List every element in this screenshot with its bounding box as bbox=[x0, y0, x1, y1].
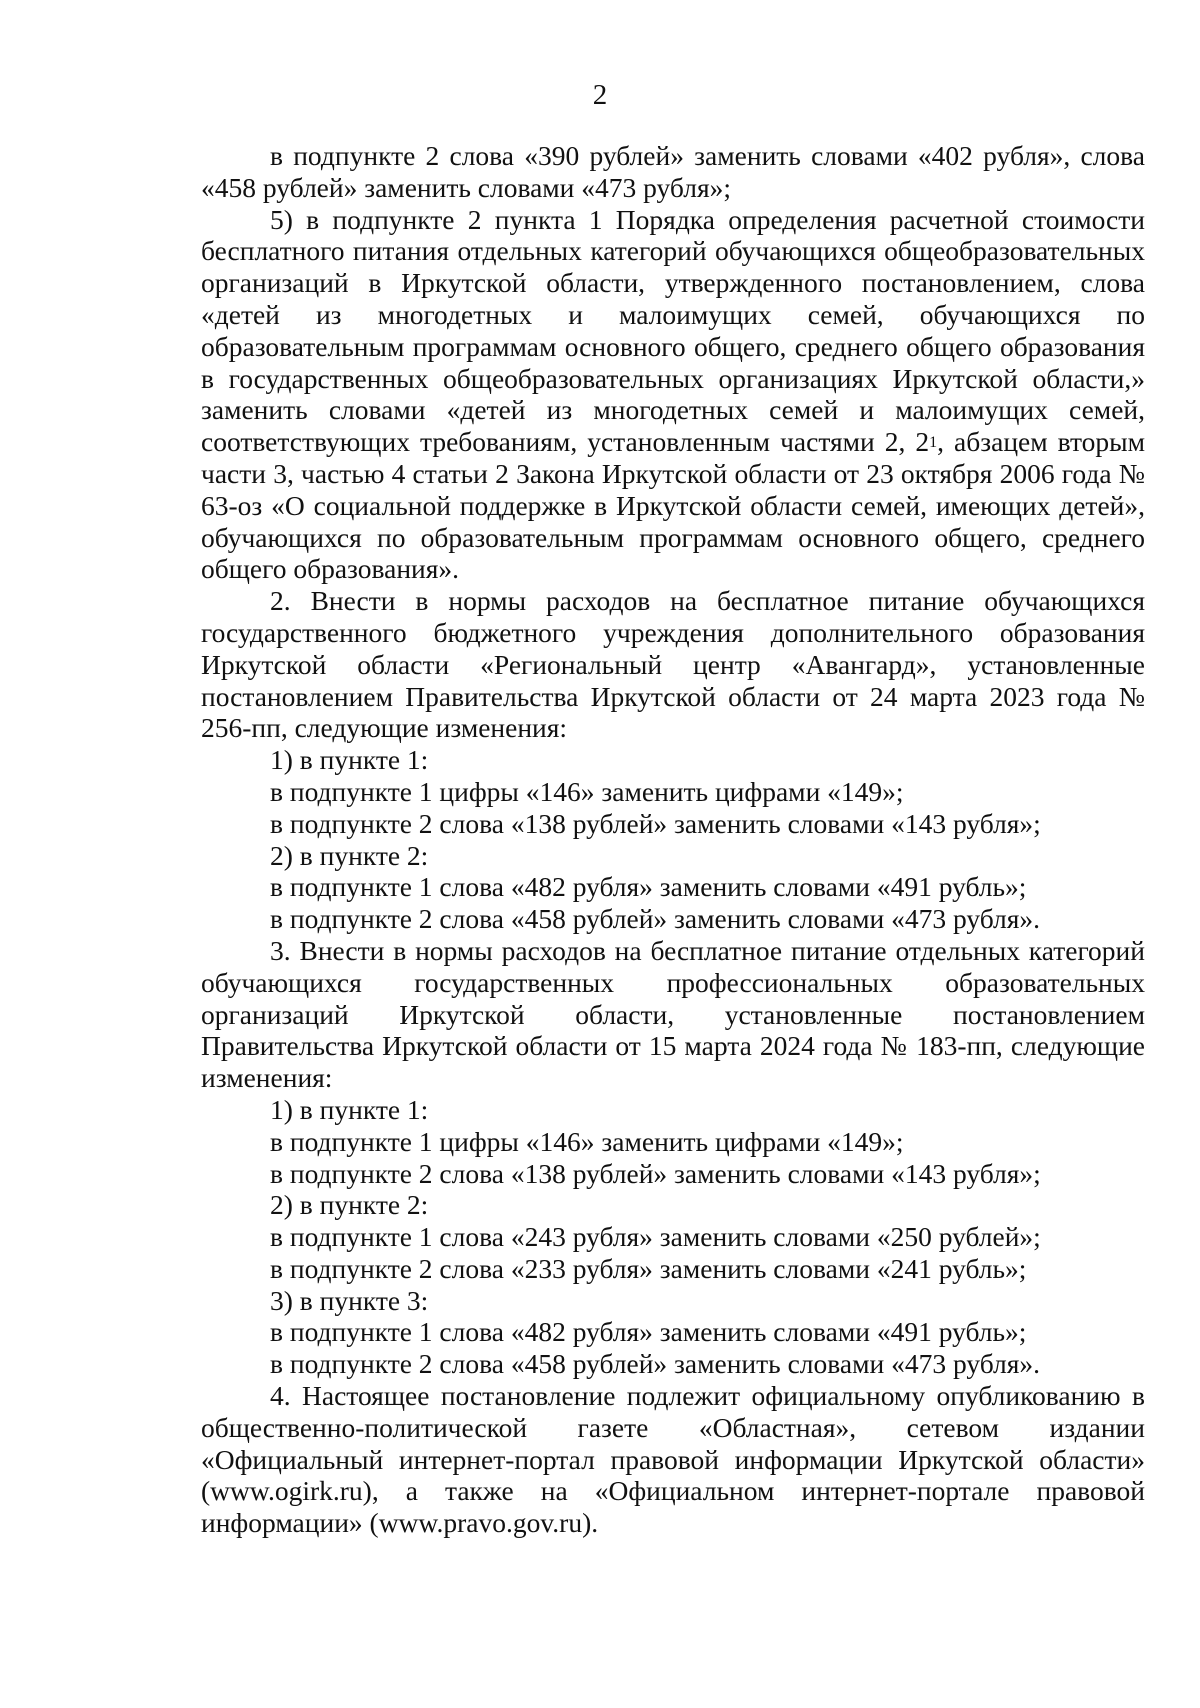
list-item: 3) в пункте 3: bbox=[270, 1284, 429, 1316]
paragraph-section-4: 4. Настоящее постановление подлежит официальному опубликованию в общественно-политической газете «Областная», сетевом издании «Официальный интернет-портал правовой информации Иркутской области» (www.ogirk.ru), а также на «Официальном интернет-портале правовой информации» (www.pravo.gov.ru). bbox=[201, 1380, 1145, 1539]
list-item: в подпункте 1 слова «243 рубля» заменить словами «250 рублей»; bbox=[270, 1221, 1041, 1253]
list-item: в подпункте 1 цифры «146» заменить цифрами «149»; bbox=[270, 775, 904, 807]
paragraph-item-5-text-a: 5) в подпункте 2 пункта 1 Порядка определения расчетной стоимости бесплатного питания отдельных категорий обучающихся общеобразовательных организаций в Иркутской области, утвержденного постановлением, слова «детей из многодетных и малоимущих семей, обучающихся по образовательным программам основного общего, среднего общего образования в государственных общеобразовательных организациях Иркутской области,» заменить словами «детей из многодетных семей и малоимущих семей, соответствующих требованиям, установленным частями 2, 2 bbox=[201, 203, 1145, 458]
paragraph-section-2: 2. Внести в нормы расходов на бесплатное питание обучающихся государственного бюджетного учреждения дополнительного образования Иркутской области «Региональный центр «Авангард», установленные постановлением Правительства Иркутской области от 24 марта 2023 года № 256-пп, следующие изменения: bbox=[201, 585, 1145, 744]
page-number: 2 bbox=[592, 79, 608, 111]
list-item: в подпункте 1 цифры «146» заменить цифрами «149»; bbox=[270, 1125, 904, 1157]
list-item: в подпункте 1 слова «482 рубля» заменить словами «491 рубль»; bbox=[270, 871, 1027, 903]
list-item: 1) в пункте 1: bbox=[270, 1093, 429, 1125]
list-item: 2) в пункте 2: bbox=[270, 1189, 429, 1221]
paragraph-item-5 bbox=[201, 204, 1145, 586]
list-item: в подпункте 2 слова «458 рублей» заменить словами «473 рубля». bbox=[270, 1348, 1041, 1380]
list-item: 2) в пункте 2: bbox=[270, 839, 429, 871]
list-item: в подпункте 2 слова «458 рублей» заменить словами «473 рубля». bbox=[270, 903, 1041, 935]
list-item: в подпункте 1 слова «482 рубля» заменить словами «491 рубль»; bbox=[270, 1316, 1027, 1348]
paragraph-section-3: 3. Внести в нормы расходов на бесплатное питание отдельных категорий обучающихся государственных профессиональных образовательных организаций Иркутской области, установленные постановлением Правительства Иркутской области от 15 марта 2024 года № 183-пп, следующие изменения: bbox=[201, 934, 1145, 1094]
list-item: 1) в пункте 1: bbox=[270, 744, 429, 776]
paragraph-item-5-text-b: , абзацем вторым части 3, частью 4 статьи 2 Закона Иркутской области от 23 октября 2006 года № 63-оз «О социальной поддержке в Иркутской области семей, имеющих детей», обучающихся по образовательным программам основного общего, среднего общего образования». bbox=[201, 426, 1145, 585]
list-item: в подпункте 2 слова «233 рубля» заменить словами «241 рубль»; bbox=[270, 1252, 1027, 1284]
list-item: в подпункте 2 слова «138 рублей» заменить словами «143 рубля»; bbox=[270, 1157, 1041, 1189]
superscript-one: 1 bbox=[929, 434, 938, 452]
paragraph-subitem-2-prices: в подпункте 2 слова «390 рублей» заменить словами «402 рубля», слова «458 рублей» заменить словами «473 рубля»; bbox=[201, 140, 1145, 203]
list-item: в подпункте 2 слова «138 рублей» заменить словами «143 рубля»; bbox=[270, 807, 1041, 839]
document-body bbox=[201, 140, 1145, 1539]
